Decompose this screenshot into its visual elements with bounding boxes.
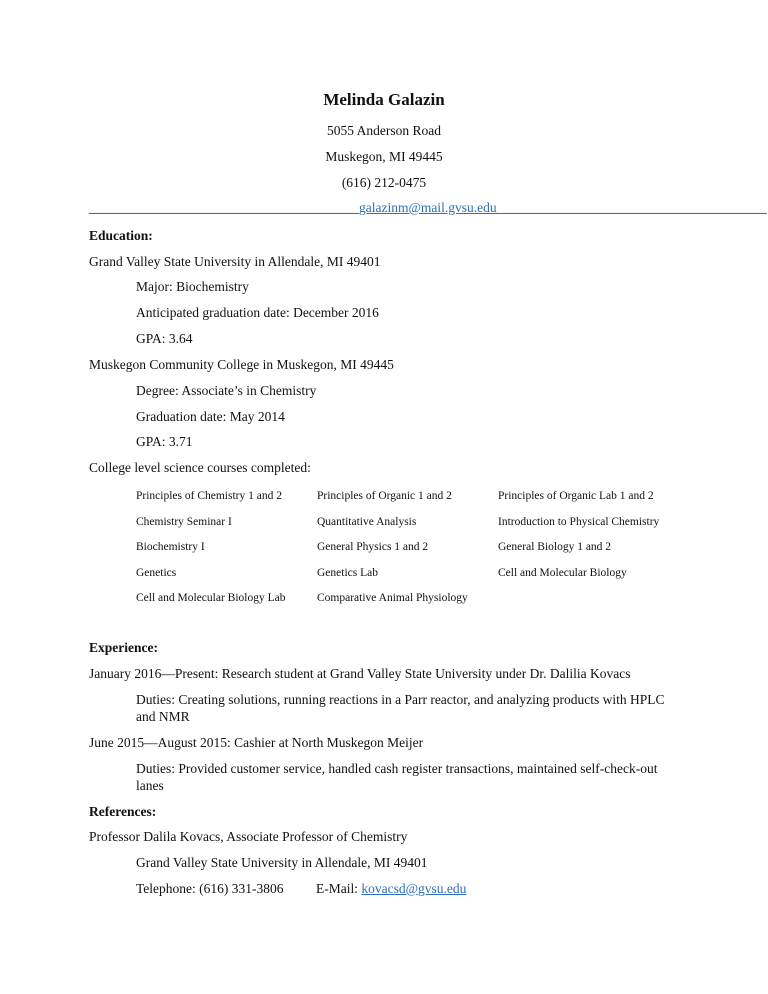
school-1-gpa: GPA: 3.64 <box>136 331 193 346</box>
job-1-duties: Duties: Creating solutions, running reactions in a Parr reactor, and analyzing products with HPLC <box>136 692 665 707</box>
job-2-duties: Duties: Provided customer service, handled cash register transactions, maintained self-check-out <box>136 761 658 776</box>
address-line-1: 5055 Anderson Road <box>327 123 441 138</box>
resume-name: Melinda Galazin <box>323 90 445 109</box>
experience-heading: Experience: <box>89 640 158 655</box>
course-item: General Biology 1 and 2 <box>498 541 612 553</box>
course-item: Cell and Molecular Biology Lab <box>136 592 286 604</box>
rule-left: ________________________________________ <box>89 200 359 215</box>
school-2-degree: Degree: Associate’s in Chemistry <box>136 383 317 398</box>
course-item: Principles of Chemistry 1 and 2 <box>136 490 282 502</box>
reference-1-phone: Telephone: (616) 331-3806 <box>136 881 284 896</box>
course-item: Genetics <box>136 567 177 579</box>
reference-1-name: Professor Dalila Kovacs, Associate Professor of Chemistry <box>89 829 408 844</box>
reference-1-email-link[interactable]: kovacsd@gvsu.edu <box>361 881 467 896</box>
course-item: Quantitative Analysis <box>317 516 417 528</box>
job-1-duties-cont: and NMR <box>136 709 190 724</box>
job-1-title: January 2016—Present: Research student at Grand Valley State University under Dr. Dalilia Kovacs <box>89 666 631 681</box>
course-item: Introduction to Physical Chemistry <box>498 516 660 528</box>
course-item: Principles of Organic 1 and 2 <box>317 490 452 502</box>
school-2-graduation: Graduation date: May 2014 <box>136 409 285 424</box>
school-2-gpa: GPA: 3.71 <box>136 434 193 449</box>
course-item: Cell and Molecular Biology <box>498 567 627 579</box>
references-heading: References: <box>89 804 157 819</box>
address-line-2: Muskegon, MI 49445 <box>325 149 443 164</box>
course-item: Chemistry Seminar I <box>136 516 232 528</box>
contact-rule-line <box>89 200 767 216</box>
course-item: Genetics Lab <box>317 567 378 579</box>
school-1-major: Major: Biochemistry <box>136 279 249 294</box>
reference-1-school: Grand Valley State University in Allendale, MI 49401 <box>136 855 428 870</box>
reference-1-email-line <box>316 881 466 897</box>
email-link[interactable]: galazinm@mail.gvsu.edu <box>359 200 497 215</box>
course-item: Biochemistry I <box>136 541 205 553</box>
rule-right: ________________________________________ <box>496 200 767 215</box>
course-item: Comparative Animal Physiology <box>317 592 468 604</box>
education-heading: Education: <box>89 228 153 243</box>
school-1: Grand Valley State University in Allendale, MI 49401 <box>89 254 381 269</box>
job-2-title: June 2015—August 2015: Cashier at North Muskegon Meijer <box>89 735 424 750</box>
courses-heading: College level science courses completed: <box>89 460 311 475</box>
school-1-graduation: Anticipated graduation date: December 2016 <box>136 305 379 320</box>
reference-1-email-label: E-Mail: <box>316 881 362 896</box>
phone-number: (616) 212-0475 <box>341 175 427 190</box>
job-2-duties-cont: lanes <box>136 778 164 793</box>
course-item: Principles of Organic Lab 1 and 2 <box>498 490 654 502</box>
course-item: General Physics 1 and 2 <box>317 541 429 553</box>
school-2: Muskegon Community College in Muskegon, MI 49445 <box>89 357 394 372</box>
